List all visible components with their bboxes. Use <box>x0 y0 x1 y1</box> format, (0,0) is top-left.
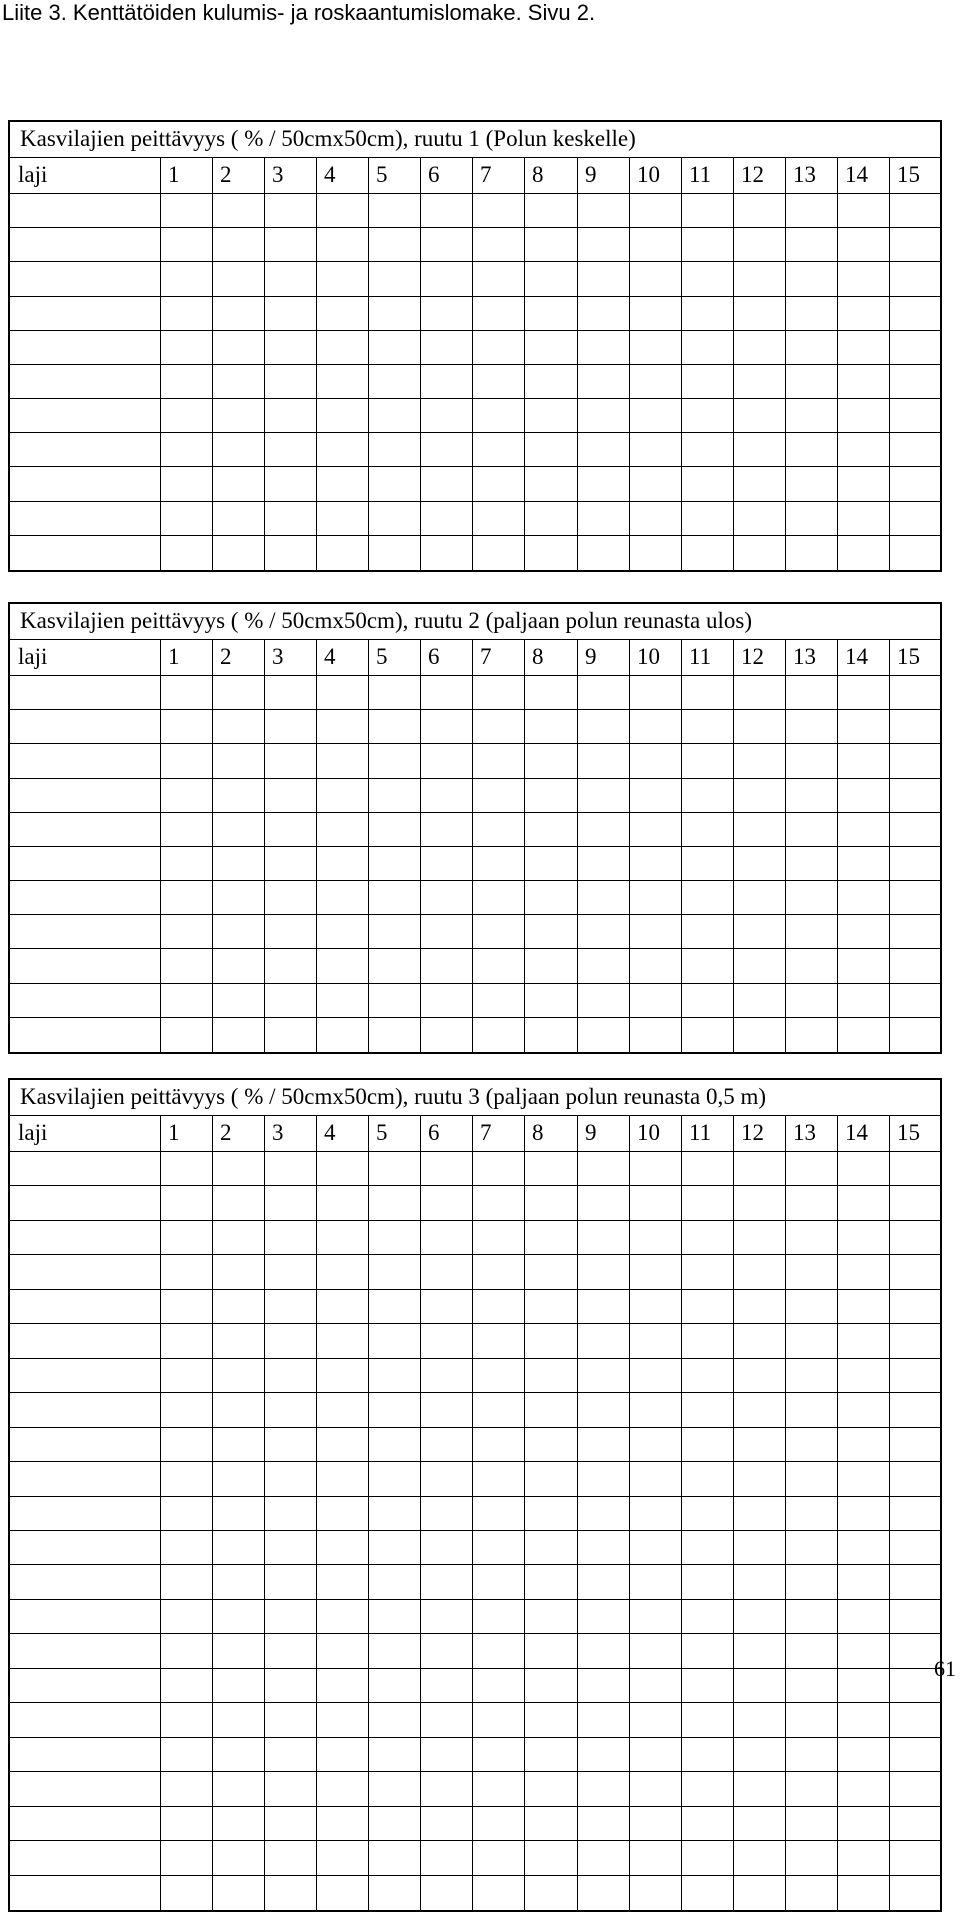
table-row[interactable] <box>10 365 940 399</box>
coverage-table-plot-2 <box>8 602 942 1054</box>
column-divider <box>160 1116 161 1910</box>
table-row[interactable] <box>10 1290 940 1324</box>
column-header: 5 <box>376 1120 388 1145</box>
column-divider <box>629 1116 630 1910</box>
table-row[interactable] <box>10 915 940 949</box>
column-divider <box>889 640 890 1052</box>
column-header: 12 <box>741 162 764 187</box>
column-header: 1 <box>168 1120 180 1145</box>
column-header: 5 <box>376 162 388 187</box>
column-divider <box>577 1116 578 1910</box>
species-column-header: laji <box>18 162 48 187</box>
table-row[interactable] <box>10 1600 940 1634</box>
column-divider <box>368 158 369 570</box>
table-row[interactable] <box>10 1255 940 1289</box>
column-header: 6 <box>428 162 440 187</box>
table-row[interactable] <box>10 1634 940 1668</box>
column-header: 4 <box>324 162 336 187</box>
column-header: 15 <box>897 1120 920 1145</box>
coverage-table-plot-3 <box>8 1078 942 1912</box>
column-divider <box>837 640 838 1052</box>
table-title: Kasvilajien peittävyys ( % / 50cmx50cm), ruutu 3 (paljaan polun reunasta 0,5 m) <box>10 1080 940 1116</box>
table-row[interactable] <box>10 297 940 331</box>
table-title: Kasvilajien peittävyys ( % / 50cmx50cm), ruutu 1 (Polun keskelle) <box>10 122 940 158</box>
column-header: 15 <box>897 644 920 669</box>
column-divider <box>681 640 682 1052</box>
table-row[interactable] <box>10 710 940 744</box>
column-divider <box>785 158 786 570</box>
column-header: 4 <box>324 644 336 669</box>
column-header: 9 <box>585 644 597 669</box>
column-header: 8 <box>532 644 544 669</box>
table-row[interactable] <box>10 502 940 536</box>
table-row[interactable] <box>10 1876 940 1910</box>
table-row[interactable] <box>10 1565 940 1599</box>
table-row[interactable] <box>10 1462 940 1496</box>
column-header: 13 <box>793 644 816 669</box>
column-divider <box>577 158 578 570</box>
table-row[interactable] <box>10 536 940 570</box>
table-row[interactable] <box>10 1841 940 1875</box>
table-row[interactable] <box>10 984 940 1018</box>
column-header: 3 <box>272 644 284 669</box>
column-divider <box>212 640 213 1052</box>
column-divider <box>837 158 838 570</box>
column-divider <box>316 158 317 570</box>
table-row[interactable] <box>10 1807 940 1841</box>
column-divider <box>733 158 734 570</box>
column-header: 7 <box>480 1120 492 1145</box>
column-header: 13 <box>793 162 816 187</box>
column-divider <box>889 158 890 570</box>
column-divider <box>472 1116 473 1910</box>
table-row[interactable] <box>10 1359 940 1393</box>
column-header-row <box>10 1116 940 1152</box>
column-header: 10 <box>637 644 660 669</box>
table-row[interactable] <box>10 1738 940 1772</box>
column-divider <box>264 158 265 570</box>
column-header: 5 <box>376 644 388 669</box>
column-header: 12 <box>741 1120 764 1145</box>
column-divider <box>264 1116 265 1910</box>
column-header: 3 <box>272 162 284 187</box>
column-divider <box>420 158 421 570</box>
column-divider <box>316 640 317 1052</box>
column-divider <box>629 640 630 1052</box>
column-divider <box>785 1116 786 1910</box>
page-header: Liite 3. Kenttätöiden kulumis- ja roskaantumislomake. Sivu 2. <box>2 0 596 25</box>
column-header: 9 <box>585 1120 597 1145</box>
column-divider <box>420 1116 421 1910</box>
table-row[interactable] <box>10 1772 940 1806</box>
column-divider <box>212 1116 213 1910</box>
page-number: 61 <box>934 1656 956 1681</box>
table-row[interactable] <box>10 1221 940 1255</box>
table-row[interactable] <box>10 813 940 847</box>
column-divider <box>472 158 473 570</box>
column-header: 11 <box>689 1120 712 1145</box>
column-header: 8 <box>532 1120 544 1145</box>
column-header: 6 <box>428 1120 440 1145</box>
table-row[interactable] <box>10 881 940 915</box>
column-header: 14 <box>845 1120 868 1145</box>
table-row[interactable] <box>10 847 940 881</box>
table-row[interactable] <box>10 1186 940 1220</box>
table-row[interactable] <box>10 1428 940 1462</box>
column-header: 2 <box>220 162 232 187</box>
table-row[interactable] <box>10 1703 940 1737</box>
species-column-header: laji <box>18 644 48 669</box>
table-row[interactable] <box>10 1393 940 1427</box>
column-header-row <box>10 158 940 194</box>
column-divider <box>160 158 161 570</box>
table-row[interactable] <box>10 433 940 467</box>
column-header: 2 <box>220 644 232 669</box>
column-header: 6 <box>428 644 440 669</box>
column-divider <box>524 158 525 570</box>
table-row[interactable] <box>10 1018 940 1052</box>
table-row[interactable] <box>10 228 940 262</box>
column-divider <box>733 1116 734 1910</box>
column-divider <box>785 640 786 1052</box>
column-header: 1 <box>168 644 180 669</box>
table-row[interactable] <box>10 1152 940 1186</box>
column-header: 8 <box>532 162 544 187</box>
column-divider <box>368 640 369 1052</box>
table-row[interactable] <box>10 779 940 813</box>
column-header: 7 <box>480 644 492 669</box>
table-row[interactable] <box>10 676 940 710</box>
column-header: 11 <box>689 162 712 187</box>
table-row[interactable] <box>10 467 940 501</box>
column-divider <box>368 1116 369 1910</box>
column-header: 12 <box>741 644 764 669</box>
column-header: 1 <box>168 162 180 187</box>
column-divider <box>160 640 161 1052</box>
column-header: 4 <box>324 1120 336 1145</box>
column-header: 15 <box>897 162 920 187</box>
column-divider <box>733 640 734 1052</box>
column-header: 2 <box>220 1120 232 1145</box>
table-row[interactable] <box>10 1669 940 1703</box>
column-divider <box>264 640 265 1052</box>
column-divider <box>524 640 525 1052</box>
table-row[interactable] <box>10 1531 940 1565</box>
table-title: Kasvilajien peittävyys ( % / 50cmx50cm), ruutu 2 (paljaan polun reunasta ulos) <box>10 604 940 640</box>
table-row[interactable] <box>10 949 940 983</box>
table-row[interactable] <box>10 331 940 365</box>
table-row[interactable] <box>10 744 940 778</box>
column-divider <box>524 1116 525 1910</box>
column-header: 13 <box>793 1120 816 1145</box>
column-header: 9 <box>585 162 597 187</box>
column-divider <box>420 640 421 1052</box>
column-header: 14 <box>845 162 868 187</box>
table-row[interactable] <box>10 399 940 433</box>
column-divider <box>212 158 213 570</box>
column-header: 14 <box>845 644 868 669</box>
column-divider <box>837 1116 838 1910</box>
column-divider <box>316 1116 317 1910</box>
column-header: 10 <box>637 162 660 187</box>
column-divider <box>681 158 682 570</box>
column-divider <box>629 158 630 570</box>
column-divider <box>889 1116 890 1910</box>
table-row[interactable] <box>10 194 940 228</box>
column-header: 11 <box>689 644 712 669</box>
column-header: 10 <box>637 1120 660 1145</box>
table-row[interactable] <box>10 262 940 296</box>
table-row[interactable] <box>10 1497 940 1531</box>
column-header: 7 <box>480 162 492 187</box>
column-header: 3 <box>272 1120 284 1145</box>
column-header-row <box>10 640 940 676</box>
column-divider <box>472 640 473 1052</box>
table-row[interactable] <box>10 1324 940 1358</box>
coverage-table-plot-1 <box>8 120 942 572</box>
column-divider <box>577 640 578 1052</box>
column-divider <box>681 1116 682 1910</box>
species-column-header: laji <box>18 1120 48 1145</box>
